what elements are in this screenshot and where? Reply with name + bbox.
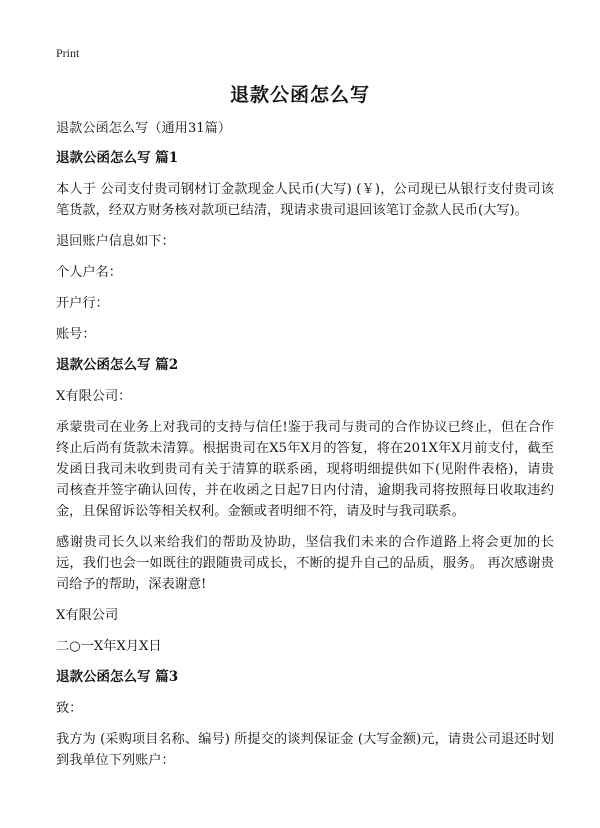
section2-salutation: X有限公司： xyxy=(56,389,132,404)
section2-paragraph-2: 感谢贵司长久以来给我们的帮助及协助，坚信我们未来的合作道路上将会更加的长远，我们也会一如既往的跟随贵司成长，不断的提升自己的品质，服务。 再次感谢贵司给予的帮助，深表谢意! xyxy=(56,535,554,592)
bank-field: 开户行： xyxy=(56,296,109,311)
section2-paragraph-1: 承蒙贵司在业务上对我司的支持与信任!鉴于我司与贵司的合作协议已终止，但在合作终止后尚有货款未清算。根据贵司在X5年X月的答复，将在201X年X月前支付，截至发函日我司未收到贵司有关于清算的联系函，现将明细提供如下(见附件表格)，请贵司核查并签字确认回传，并在收函之日起7日内付清，逾期我司将按照每日收取违约金，且保留诉讼等相关权利。金额或者明细不符，请及时与我司联系。 xyxy=(56,420,554,519)
section3-salutation: 致： xyxy=(56,701,83,716)
document-subtitle: 退款公函怎么写（通用31篇） xyxy=(56,121,232,136)
section-heading-2: 退款公函怎么写 篇2 xyxy=(56,357,179,373)
print-label: Print xyxy=(56,46,80,60)
section3-paragraph-1: 我方为 (采购项目名称、编号) 所提交的谈判保证金 (大写金额)元，请贵公司退还时划到我单位下列账户： xyxy=(56,732,554,768)
section2-signature: X有限公司 xyxy=(56,608,119,623)
account-number-field: 账号： xyxy=(56,327,96,342)
account-name-field: 个人户名： xyxy=(56,265,122,280)
section1-paragraph-1: 本人于 公司支付贵司钢材订金款现金人民币(大写) (￥)，公司现已从银行支付贵司该笔货款，经双方财务核对款项已结清，现请求贵司退回该笔订金款人民币(大写)。 xyxy=(56,182,554,218)
section-heading-1: 退款公函怎么写 篇1 xyxy=(56,150,179,166)
section-heading-3: 退款公函怎么写 篇3 xyxy=(56,669,179,685)
document-title: 退款公函怎么写 xyxy=(229,84,370,106)
section2-date: 二○一X年X月X日 xyxy=(56,639,162,654)
document-body xyxy=(56,118,554,781)
section1-paragraph-2: 退回账户信息如下： xyxy=(56,234,175,249)
